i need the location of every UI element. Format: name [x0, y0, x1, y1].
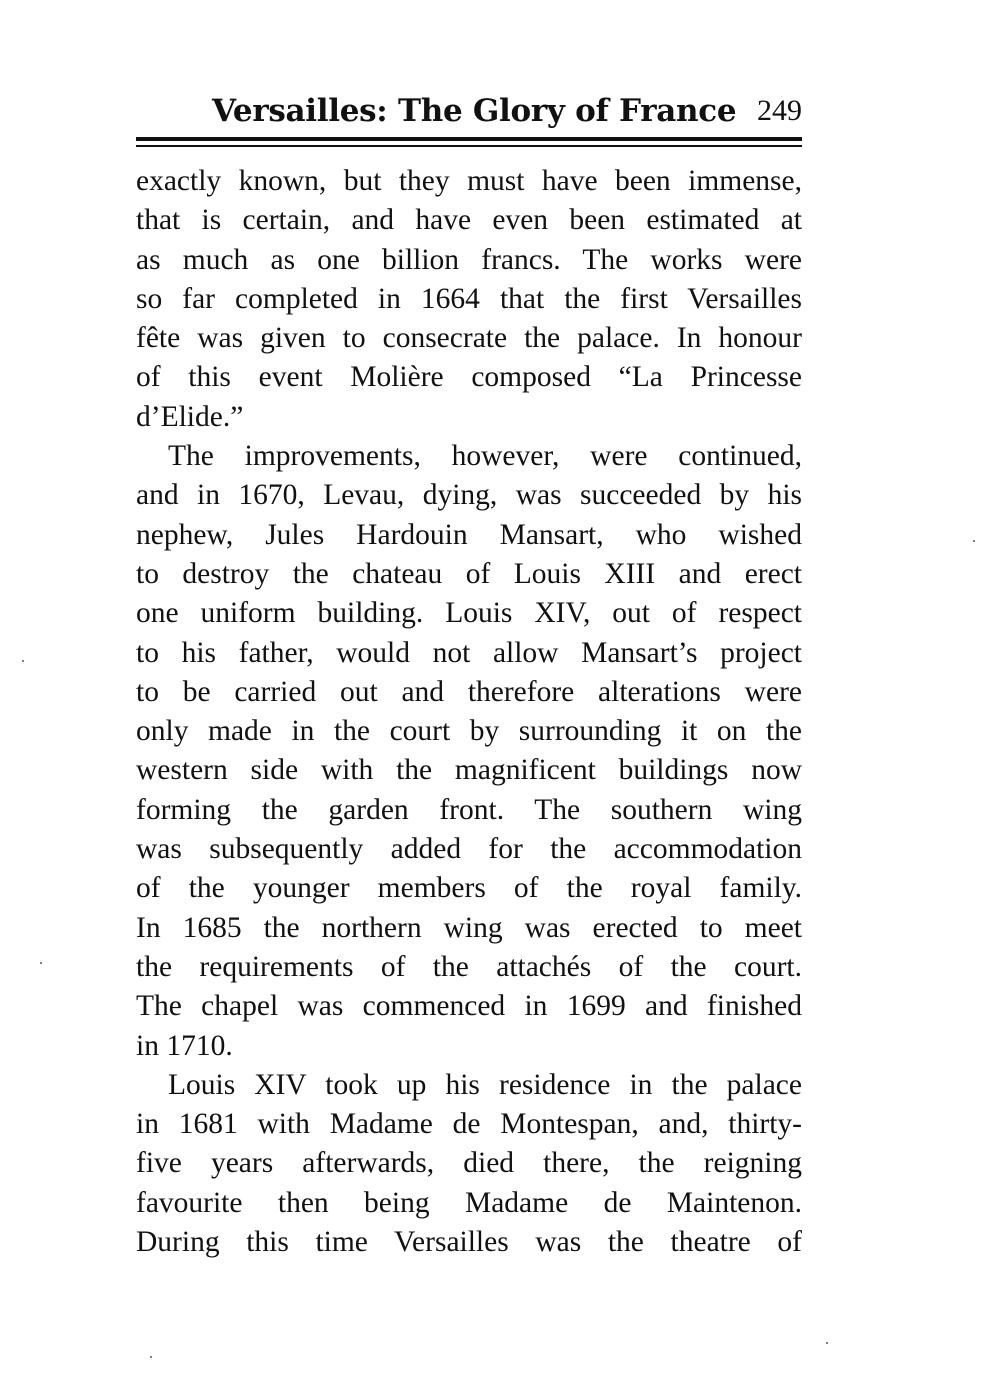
text-line: to destroy the chateau of Louis XIII and erect	[136, 557, 802, 590]
running-title: Versailles: The Glory of France	[212, 93, 737, 129]
scan-speck	[973, 540, 975, 542]
text-line: In 1685 the northern wing was erected to meet	[136, 911, 802, 944]
page-header	[136, 88, 802, 134]
scan-speck	[826, 1342, 828, 1344]
text-line: the requirements of the attachés of the court.	[136, 950, 802, 983]
text-line: The chapel was commenced in 1699 and finished	[136, 990, 802, 1023]
text-line: one uniform building. Louis XIV, out of respect	[136, 597, 802, 630]
text-line: only made in the court by surrounding it on the	[136, 715, 802, 748]
text-line: was subsequently added for the accommodation	[136, 833, 802, 866]
page-number: 249	[757, 94, 802, 127]
text-line: in 1710.	[136, 1029, 233, 1062]
text-line: nephew, Jules Hardouin Mansart, who wished	[136, 518, 802, 551]
text-line: that is certain, and have even been estimated at	[136, 204, 802, 237]
text-line: During this time Versailles was the theatre of	[136, 1226, 802, 1259]
text-line: fête was given to consecrate the palace. In honour	[136, 322, 802, 355]
text-line: and in 1670, Levau, dying, was succeeded by his	[136, 479, 802, 512]
header-rule-thick	[136, 137, 802, 141]
text-line: exactly known, but they must have been immense,	[136, 165, 802, 197]
text-line: western side with the magnificent buildings now	[136, 754, 802, 787]
paragraph-start-line: The improvements, however, were continued,	[168, 440, 802, 473]
text-line: five years afterwards, died there, the reigning	[136, 1147, 802, 1180]
text-line: d’Elide.”	[136, 400, 244, 433]
text-line: in 1681 with Madame de Montespan, and, thirty-	[136, 1108, 802, 1141]
scan-speck	[150, 1356, 152, 1358]
header-rule-thin	[136, 145, 802, 147]
text-line: as much as one billion francs. The works were	[136, 243, 802, 276]
body-text	[136, 162, 802, 1262]
text-line: to his father, would not allow Mansart’s project	[136, 636, 802, 669]
paragraph-start-line: Louis XIV took up his residence in the palace	[168, 1068, 802, 1101]
text-line: forming the garden front. The southern wing	[136, 793, 802, 826]
scan-speck	[22, 660, 24, 662]
text-line: to be carried out and therefore alterations were	[136, 675, 802, 708]
text-line: of this event Molière composed “La Princesse	[136, 361, 802, 394]
text-line: favourite then being Madame de Maintenon.	[136, 1186, 802, 1219]
text-line: of the younger members of the royal family.	[136, 872, 802, 905]
scan-speck	[40, 962, 42, 964]
text-line: so far completed in 1664 that the first Versailles	[136, 282, 802, 315]
